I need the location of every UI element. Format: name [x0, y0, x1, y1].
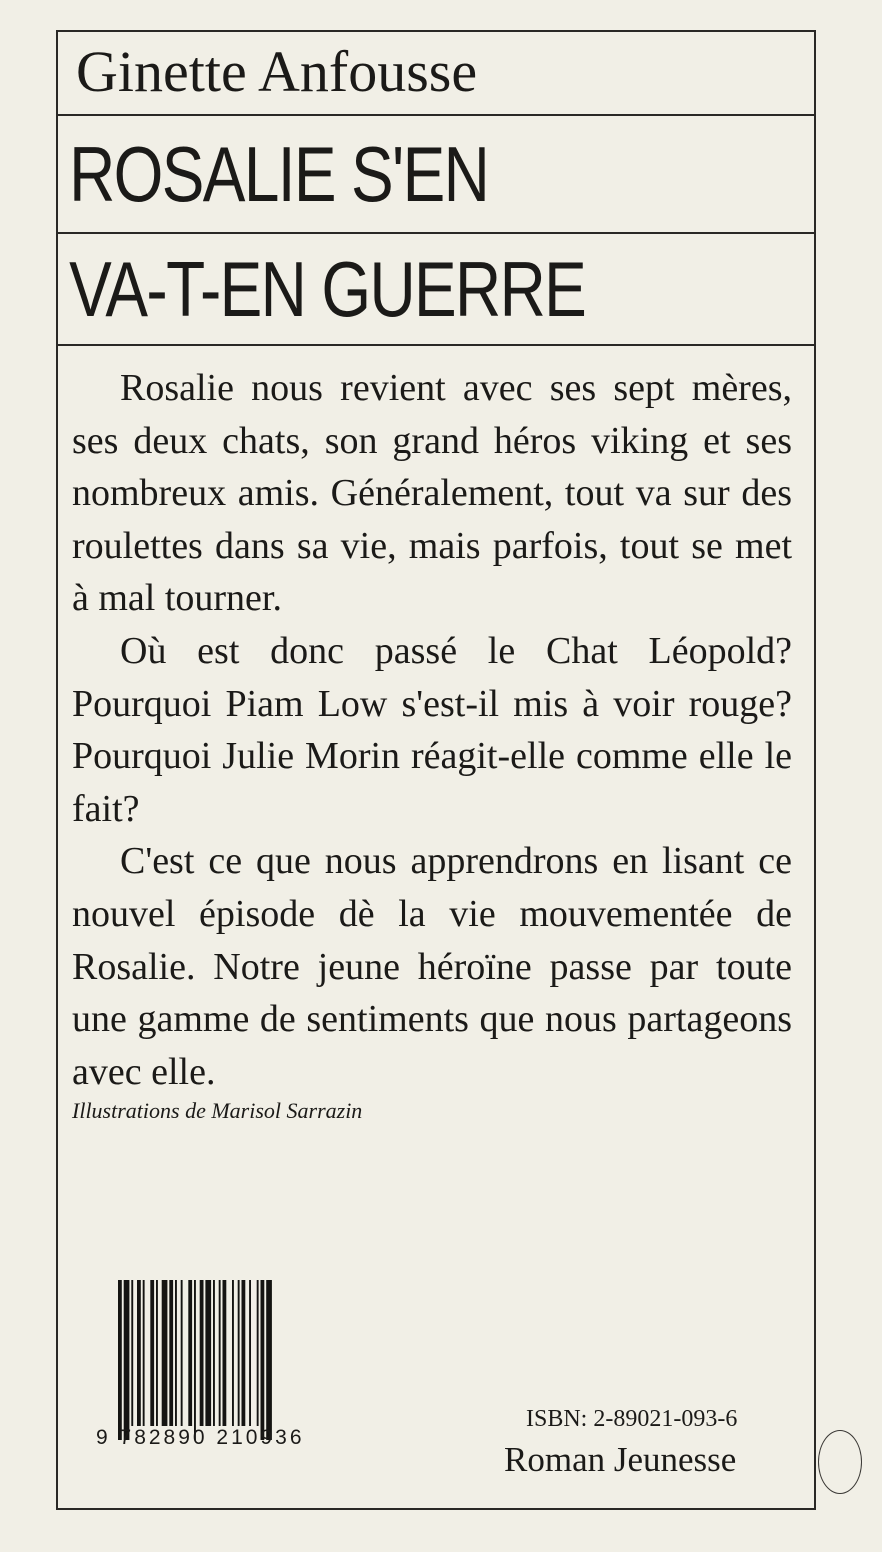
author-name: Ginette Anfousse — [76, 39, 478, 104]
printed-in-canada-seal-icon — [818, 1430, 862, 1494]
barcode-bar — [181, 1280, 183, 1426]
barcode-bar — [137, 1280, 141, 1426]
barcode-bar — [257, 1280, 259, 1426]
barcode-bar — [188, 1280, 192, 1426]
title-row-1 — [56, 116, 816, 234]
barcode-bar — [261, 1280, 265, 1440]
blurb-paragraph-1: Rosalie nous revient avec ses sept mères, ses deux chats, son grand héros viking et ses nombreux amis. Généralement, tout va sur des roulettes dans sa vie, mais parfois, tout se met à mal tourner. — [72, 367, 792, 620]
blurb-paragraph-3: C'est ce que nous apprendrons en lisant ce nouvel épisode dè la vie mouvementée de Rosalie. Notre jeune héroïne passe par toute une gamme de sentiments que nous partageons avec elle. — [72, 840, 792, 1093]
barcode-bar — [150, 1280, 154, 1426]
isbn-label: ISBN: 2-89021-093-6 — [526, 1406, 738, 1432]
barcode-bar — [249, 1280, 251, 1426]
barcode-bar — [242, 1280, 246, 1426]
title-row-2 — [56, 234, 816, 346]
barcode-bar — [124, 1280, 130, 1440]
barcode-bar — [162, 1280, 168, 1426]
barcode-bar — [213, 1280, 215, 1426]
barcode-bar — [156, 1280, 158, 1426]
barcode-bar — [118, 1280, 122, 1440]
barcode — [96, 1280, 336, 1464]
barcode-bar — [266, 1280, 272, 1440]
barcode-bar — [223, 1280, 227, 1426]
barcode-number: 9 782890 210936 — [96, 1426, 305, 1449]
book-title-line-2: VA-T-EN GUERRE — [69, 245, 586, 333]
barcode-bar — [131, 1280, 133, 1426]
author-row — [56, 30, 816, 116]
back-cover-blurb — [72, 362, 792, 1098]
collection-label: Roman Jeunesse — [504, 1440, 737, 1479]
barcode-bar — [194, 1280, 196, 1440]
illustrator-credit: Illustrations de Marisol Sarrazin — [72, 1098, 363, 1123]
barcode-bar — [169, 1280, 173, 1426]
barcode-bar — [205, 1280, 211, 1426]
barcode-bar — [238, 1280, 240, 1426]
barcode-bar — [143, 1280, 145, 1426]
barcode-bar — [175, 1280, 177, 1426]
barcode-bar — [200, 1280, 204, 1426]
barcode-bar — [232, 1280, 234, 1426]
barcode-bar — [219, 1280, 221, 1426]
book-title-line-1: ROSALIE S'EN — [69, 130, 489, 218]
blurb-paragraph-2: Où est donc passé le Chat Léopold? Pourquoi Piam Low s'est-il mis à voir rouge? Pourquoi Julie Morin réagit-elle comme elle le fait? — [72, 629, 792, 830]
